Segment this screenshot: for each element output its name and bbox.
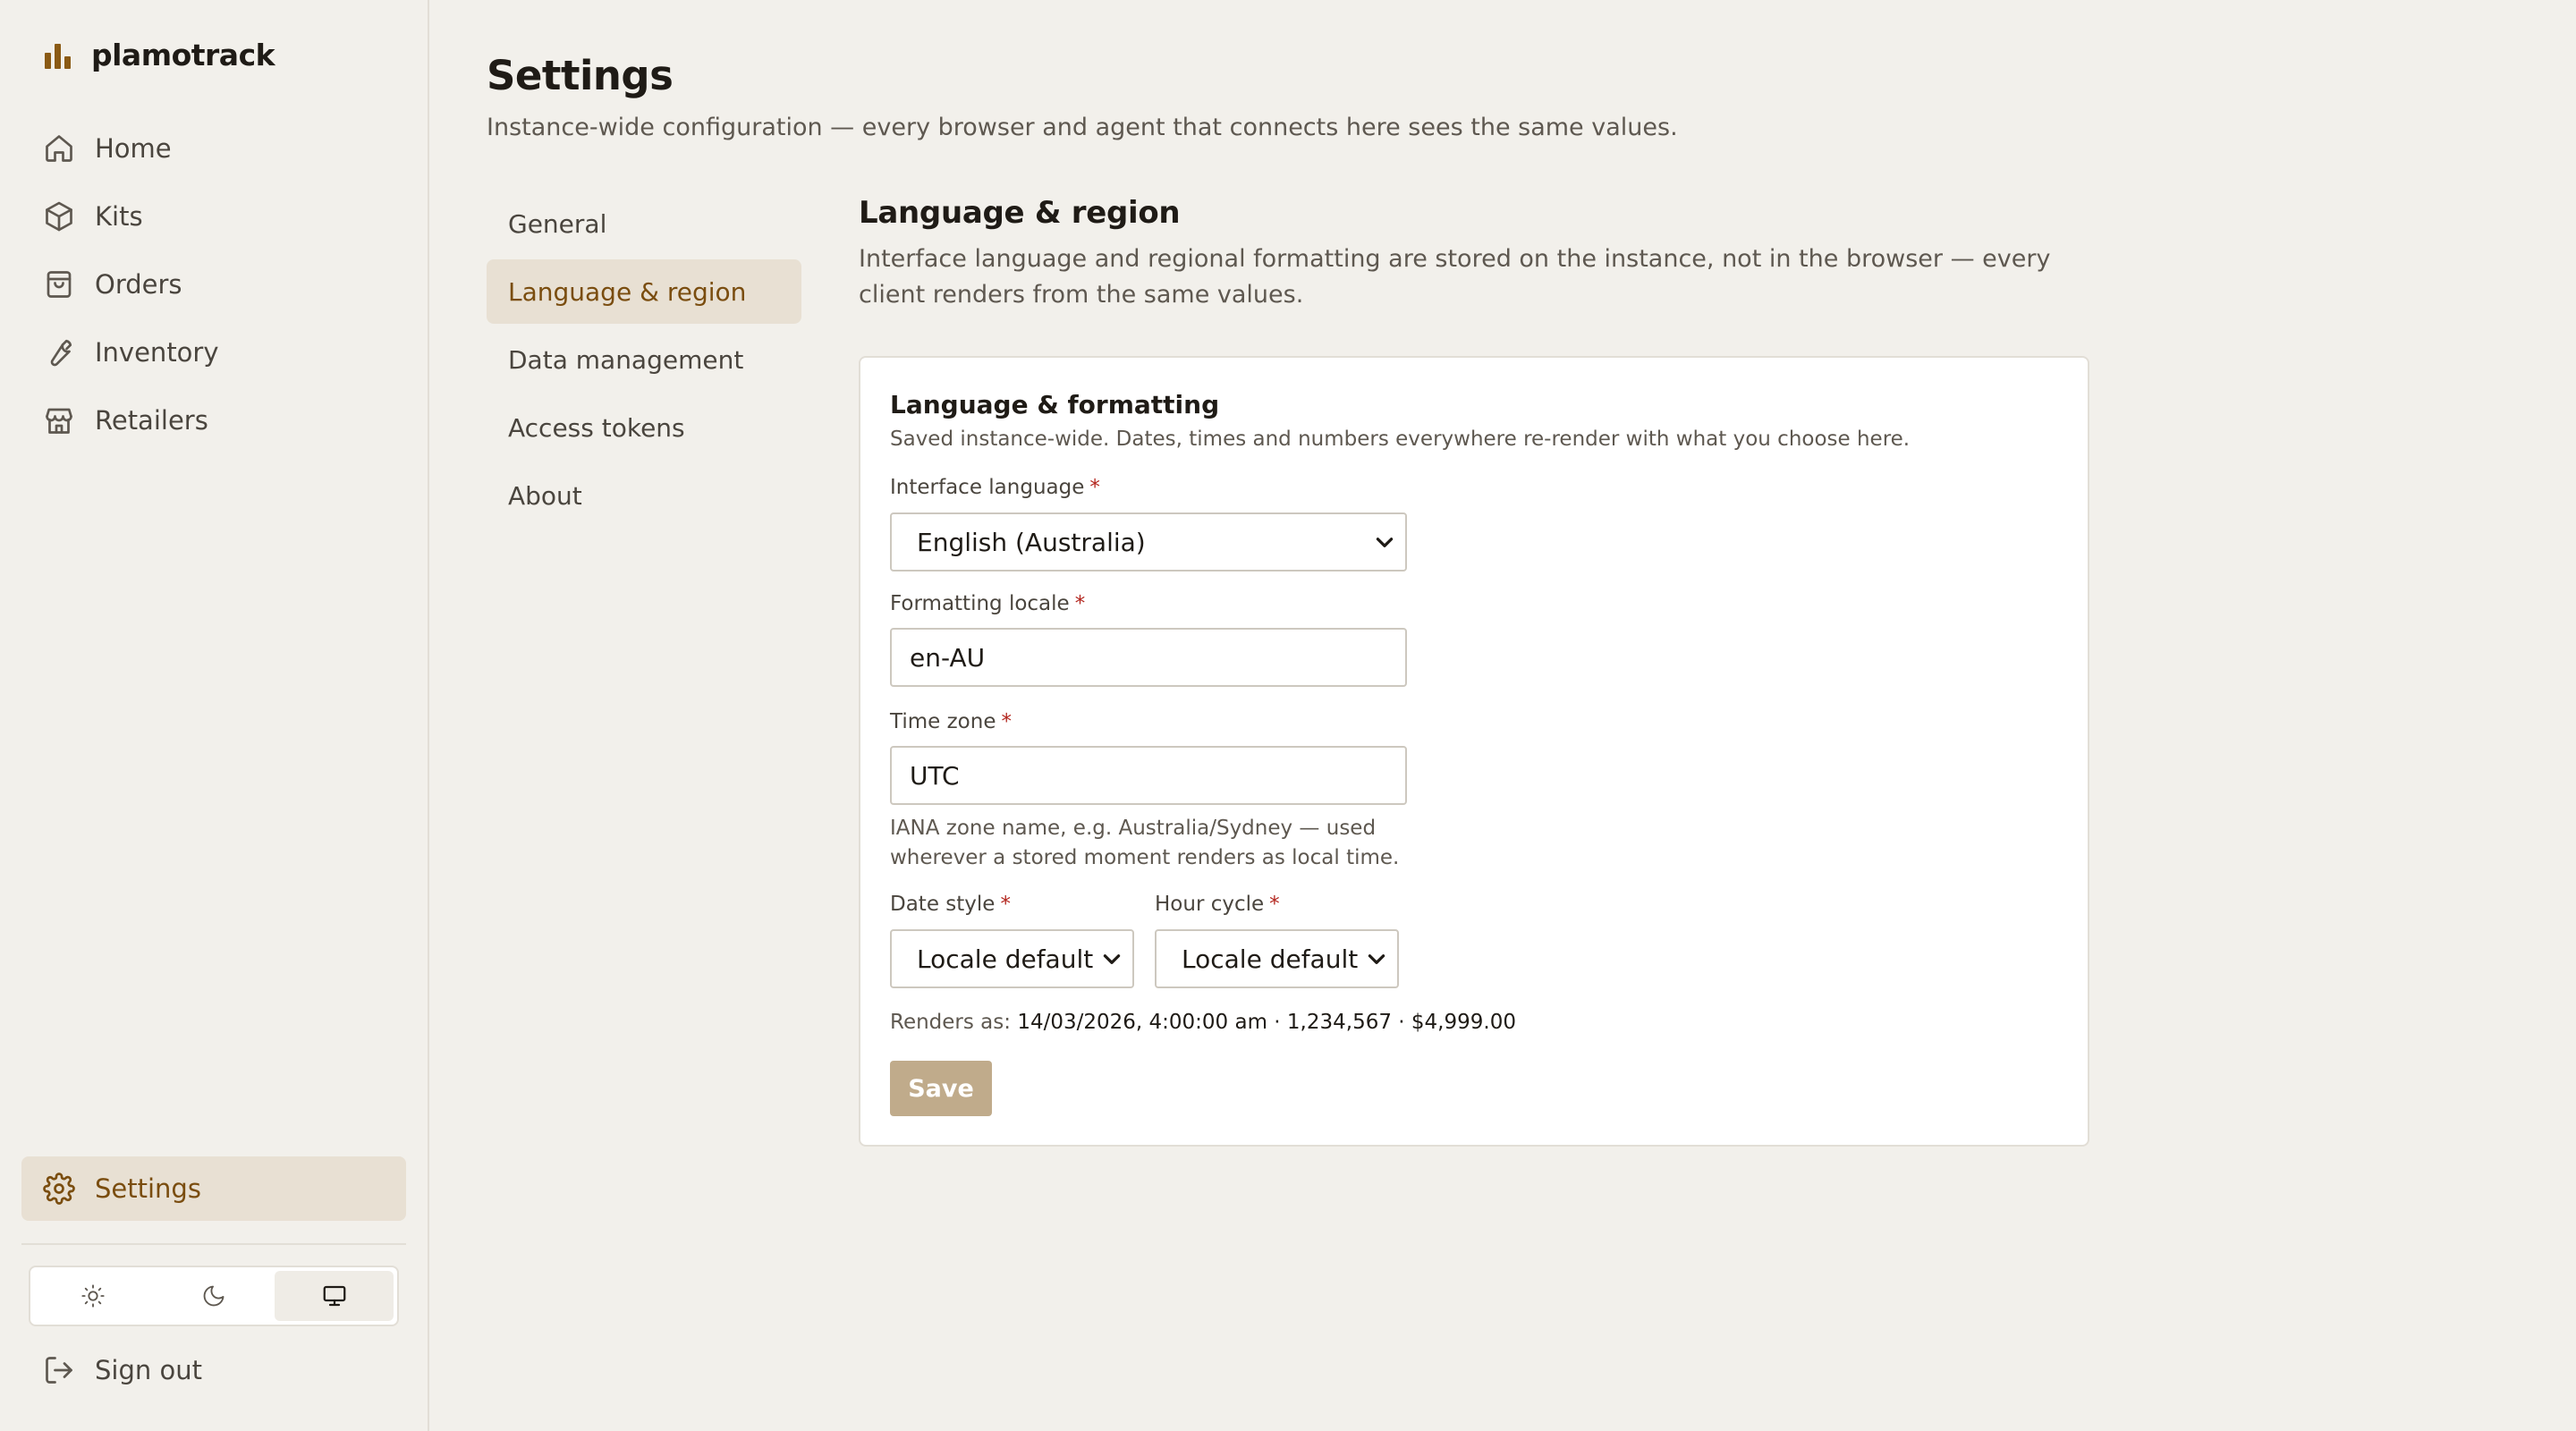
theme-toggle [29,1266,399,1326]
select-value: Locale default [917,944,1094,974]
hour-cycle-label [1155,893,1280,916]
field-label-text: Hour cycle [1155,893,1265,916]
card-subtitle: Saved instance-wide. Dates, times and numbers everywhere re-render with what you choose here. [890,428,1911,451]
sidebar-bottom-signout [21,1338,406,1406]
sidebar-item-label: Settings [95,1173,201,1204]
date-style-label [890,893,1011,916]
card-title: Language & formatting [890,390,1220,419]
required-marker: * [1074,592,1086,615]
required-marker: * [1001,710,1012,733]
bar-chart-logo-icon [43,40,73,71]
wrench-icon [43,336,75,368]
settings-subnav [487,191,801,531]
section-description: Interface language and regional formatting are stored on the instance, not in the browser — every client renders from the same values. [859,245,2051,309]
sidebar-item-kits[interactable] [21,184,406,249]
log-out-icon [43,1354,75,1386]
theme-dark-button[interactable] [155,1271,274,1321]
time-zone-help-text: IANA zone name, e.g. Australia/Sydney — used wherever a stored moment renders as local time. [890,817,1400,869]
field-label-text: Interface language [890,476,1085,499]
sidebar-item-label: Home [95,133,172,164]
chevron-down-icon [1100,947,1123,970]
bag-icon [43,268,75,301]
field-label-text: Date style [890,893,996,916]
renders-preview [890,1011,1516,1034]
theme-light-button[interactable] [34,1271,153,1321]
renders-value: 14/03/2026, 4:00:00 am · 1,234,567 · $4,999.00 [1017,1011,1516,1034]
select-value: English (Australia) [917,527,1146,557]
brand-name: plamotrack [91,38,275,72]
gear-icon [43,1173,75,1205]
time-zone-label [890,710,1012,733]
formatting-locale-input[interactable] [890,628,1407,687]
moon-icon [201,1283,226,1308]
date-style-select[interactable] [890,929,1134,988]
home-icon [43,132,75,165]
subnav-item-data-management[interactable]: Data management [508,344,744,375]
sidebar-item-home[interactable] [21,116,406,181]
save-button[interactable]: Save [890,1061,992,1116]
input-value: UTC [910,760,960,791]
page-subtitle: Instance-wide configuration — every browser and agent that connects here sees the same values. [487,114,1678,141]
sidebar-item-settings[interactable] [21,1156,406,1221]
box-icon [43,200,75,233]
required-marker: * [1089,476,1100,499]
sign-out-button[interactable] [21,1338,406,1402]
renders-label: Renders as: [890,1011,1012,1034]
sidebar-item-label: Inventory [95,337,219,368]
subnav-item-language-region[interactable]: Language & region [487,259,801,324]
select-value: Locale default [1182,944,1359,974]
required-marker: * [1269,893,1280,916]
sidebar-nav [21,116,406,456]
field-label-text: Formatting locale [890,592,1070,615]
required-marker: * [1000,893,1011,916]
sidebar-item-label: Kits [95,201,143,232]
formatting-locale-label [890,592,1085,615]
section-title: Language & region [859,195,1181,231]
subnav-item-general[interactable]: General [508,208,607,239]
sidebar-item-label: Retailers [95,405,208,436]
sidebar-divider [21,1243,406,1245]
chevron-down-icon [1365,947,1388,970]
store-icon [43,404,75,436]
monitor-icon [321,1283,348,1309]
time-zone-input[interactable] [890,746,1407,805]
language-formatting-card [859,356,2089,1147]
interface-language-label [890,476,1100,499]
sidebar-bottom-nav [21,1156,406,1224]
brand[interactable] [43,38,275,72]
subnav-item-access-tokens[interactable]: Access tokens [508,412,685,443]
input-value: en-AU [910,642,986,673]
sun-icon [80,1283,106,1308]
sidebar [0,0,429,1431]
page-title: Settings [487,52,674,99]
hour-cycle-select[interactable] [1155,929,1399,988]
sidebar-item-inventory[interactable] [21,320,406,385]
sidebar-item-orders[interactable] [21,252,406,317]
sidebar-item-retailers[interactable] [21,388,406,453]
theme-system-button[interactable] [275,1271,394,1321]
chevron-down-icon [1373,530,1396,554]
sidebar-item-label: Orders [95,269,182,300]
sign-out-label: Sign out [95,1355,202,1385]
interface-language-select[interactable] [890,512,1407,572]
field-label-text: Time zone [890,710,996,733]
subnav-item-about[interactable]: About [508,480,582,511]
